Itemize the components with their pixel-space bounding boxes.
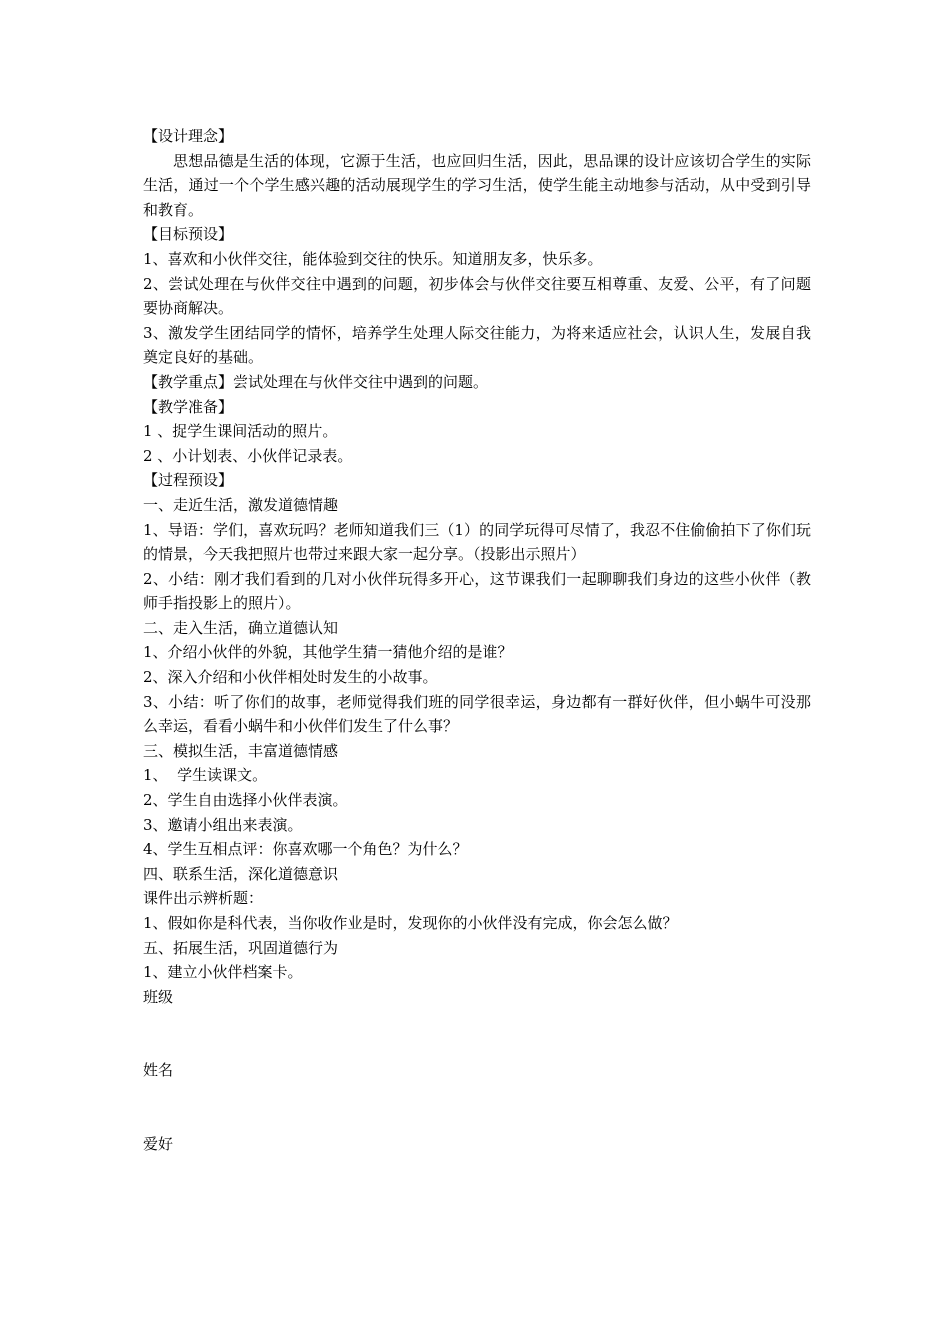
goals-heading: 【目标预设】 xyxy=(143,225,234,244)
spacer xyxy=(143,1009,811,1058)
card-field-name: 姓名 xyxy=(143,1061,174,1080)
section-title: 一、走近生活，激发道德情趣 xyxy=(143,495,339,514)
section-item: 1、建立小伙伴档案卡。 xyxy=(143,963,303,982)
section-title: 四、联系生活，深化道德意识 xyxy=(143,864,339,883)
section-item: 3、小结：听了你们的故事，老师觉得我们班的同学很幸运，身边都有一群好伙伴，但小蜗牛可没那么幸运，看看小蜗牛和小伙伴们发生了什么事？ xyxy=(143,692,811,736)
section-item: 1、 学生读课文。 xyxy=(143,766,268,785)
preparation-item: 1 、捉学生课间活动的照片。 xyxy=(143,422,338,441)
design-concept-heading: 【设计理念】 xyxy=(143,127,234,145)
lesson-plan-body xyxy=(143,124,811,1157)
process-heading: 【过程预设】 xyxy=(143,471,234,490)
key-point: 【教学重点】尝试处理在与伙伴交往中遇到的问题。 xyxy=(143,372,489,391)
design-concept-paragraph: 思想品德是生活的体现，它源于生活，也应回归生活，因此，思品课的设计应该切合学生的实际生活，通过一个个学生感兴趣的活动展现学生的学习生活，使学生能主动地参与活动，从中受到引导和教育。 xyxy=(143,151,811,219)
section-item: 1、假如你是科代表，当你收作业是时，发现你的小伙伴没有完成，你会怎么做？ xyxy=(143,914,678,932)
card-field-class: 班级 xyxy=(143,987,174,1006)
section-title: 三、模拟生活，丰富道德情感 xyxy=(143,741,339,760)
spacer xyxy=(143,1083,811,1132)
section-title: 二、走入生活，确立道德认知 xyxy=(143,618,339,637)
goal-item: 1、喜欢和小伙伴交往，能体验到交往的快乐。知道朋友多，快乐多。 xyxy=(143,249,603,268)
goal-item: 2、尝试处理在与伙伴交往中遇到的问题，初步体会与伙伴交往要互相尊重、友爱、公平，有了问题要协商解决。 xyxy=(143,274,811,318)
section-item: 2、小结：刚才我们看到的几对小伙伴玩得多开心，这节课我们一起聊聊我们身边的这些小伙伴（教师手指投影上的照片）。 xyxy=(143,569,811,613)
section-title: 五、拓展生活，巩固道德行为 xyxy=(143,938,339,957)
section-item: 3、邀请小组出来表演。 xyxy=(143,815,303,834)
preparation-item: 2 、小计划表、小伙伴记录表。 xyxy=(143,446,353,465)
section-item: 1、导语：学们，喜欢玩吗？老师知道我们三（1）的同学玩得可尽情了，我忍不住偷偷拍下了你们玩的情景，今天我把照片也带过来跟大家一起分享。（投影出示照片） xyxy=(143,520,811,564)
section-item: 4、学生互相点评：你喜欢哪一个角色？为什么？ xyxy=(143,840,468,859)
section-intro: 课件出示辨析题： xyxy=(143,889,264,908)
section-item: 1、介绍小伙伴的外貌，其他学生猜一猜他介绍的是谁？ xyxy=(143,643,513,662)
preparation-heading: 【教学准备】 xyxy=(143,397,234,416)
section-item: 2、学生自由选择小伙伴表演。 xyxy=(143,791,348,810)
card-field-hobby: 爱好 xyxy=(143,1134,174,1153)
section-item: 2、深入介绍和小伙伴相处时发生的小故事。 xyxy=(143,668,438,687)
goal-item: 3、激发学生团结同学的情怀，培养学生处理人际交往能力，为将来适应社会，认识人生，发展自我奠定良好的基础。 xyxy=(143,323,811,367)
